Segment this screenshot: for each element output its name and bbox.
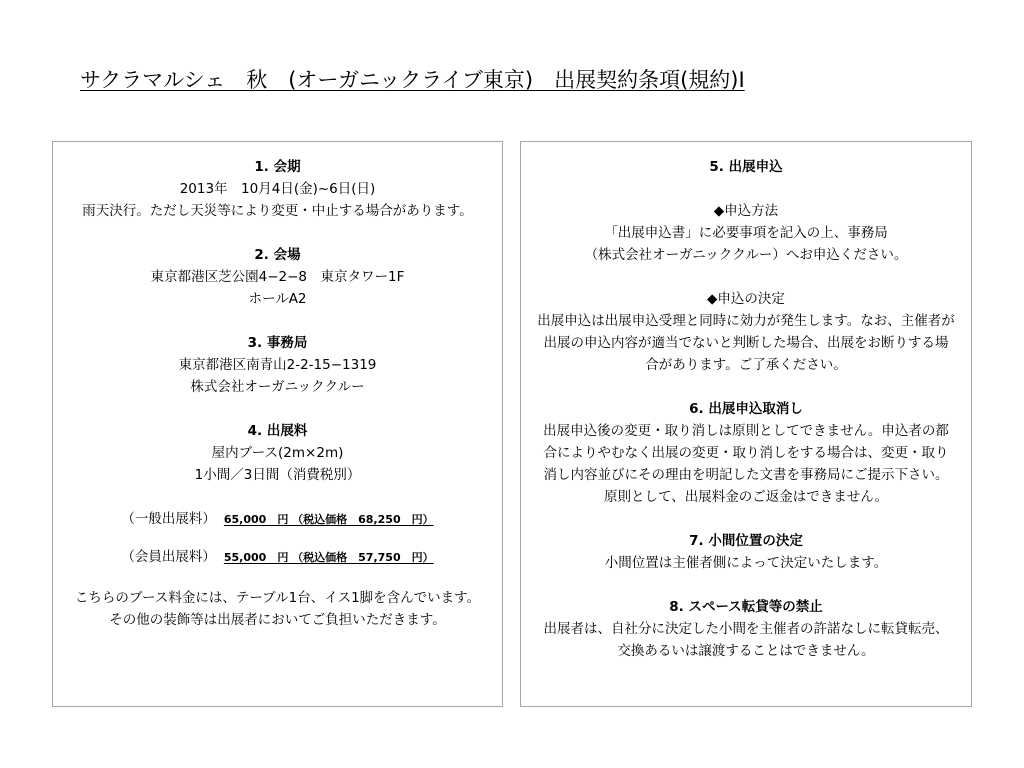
section-booth-position — [535, 530, 957, 574]
method-line: （株式会社オーガニッククルー）へお申込ください。 — [584, 247, 908, 263]
section-fee — [67, 420, 488, 631]
section-cancellation — [535, 398, 957, 508]
section-sublease — [535, 596, 957, 662]
section-heading: 6. 出展申込取消し — [689, 401, 803, 417]
page-title: サクラマルシェ 秋 (オーガニックライブ東京) 出展契約条項(規約)Ⅰ — [80, 68, 745, 92]
booth-position-text: 小間位置は主催者側によって決定いたします。 — [604, 555, 888, 571]
decision-heading: ◆申込の決定 — [707, 291, 785, 307]
fee-general-label: （一般出展料） — [121, 511, 216, 527]
sublease-text: 出展者は、自社分に決定した小間を主催者の許諾なしに転貸転売、交換あるいは譲渡することはできません。 — [543, 621, 949, 659]
section-venue — [67, 244, 488, 310]
section-application — [535, 156, 957, 376]
section-office — [67, 332, 488, 398]
fee-member-label: （会員出展料） — [121, 549, 216, 565]
right-terms-panel — [520, 141, 972, 707]
booth-size: 屋内ブース(2m×2m) — [211, 445, 344, 461]
section-heading: 2. 会場 — [254, 247, 301, 263]
office-company: 株式会社オーガニッククルー — [190, 379, 365, 395]
venue-hall: ホールA2 — [248, 291, 307, 307]
booth-includes-note: こちらのブース料金には、テーブル1台、イス1脚を含んでいます。その他の装飾等は出展者においてご負担いただきます。 — [74, 590, 481, 628]
session-note: 雨天決行。ただし天災等により変更・中止する場合があります。 — [82, 203, 473, 219]
decision-text: 出展申込は出展申込受理と同時に効力が発生します。なお、主催者が出展の申込内容が適当でないと判断した場合、出展をお断りする場合があります。ご了承ください。 — [537, 313, 955, 373]
office-address: 東京都港区南青山2-2-15−1319 — [178, 357, 377, 373]
cancellation-text: 出展申込後の変更・取り消しは原則としてできません。申込者の都合によりやむなく出展の変更・取り消しをする場合は、変更・取り消し内容並びにその理由を明記した文書を事務局にご提示下さい。原則として、出展料金のご返金はできません。 — [543, 423, 949, 505]
fee-general — [67, 508, 488, 531]
fee-general-amount: 65,000 円 （税込価格 68,250 円） — [223, 513, 434, 526]
section-heading: 4. 出展料 — [247, 423, 308, 439]
venue-address: 東京都港区芝公園4−2−8 東京タワー1F — [150, 269, 405, 285]
method-heading: ◆申込方法 — [713, 203, 779, 219]
section-heading: 3. 事務局 — [247, 335, 308, 351]
method-line: 「出展申込書」に必要事項を記入の上、事務局 — [604, 225, 888, 241]
section-heading: 7. 小間位置の決定 — [689, 533, 803, 549]
fee-member — [67, 546, 488, 569]
section-session — [67, 156, 488, 222]
left-terms-panel — [52, 141, 503, 707]
session-dates: 2013年 10月4日(金)~6日(日) — [179, 181, 376, 197]
section-heading: 8. スペース転貸等の禁止 — [669, 599, 823, 615]
booth-unit: 1小間／3日間（消費税別） — [194, 467, 361, 483]
section-heading: 1. 会期 — [254, 159, 301, 175]
section-heading: 5. 出展申込 — [709, 159, 783, 175]
fee-member-amount: 55,000 円 （税込価格 57,750 円） — [223, 551, 434, 564]
